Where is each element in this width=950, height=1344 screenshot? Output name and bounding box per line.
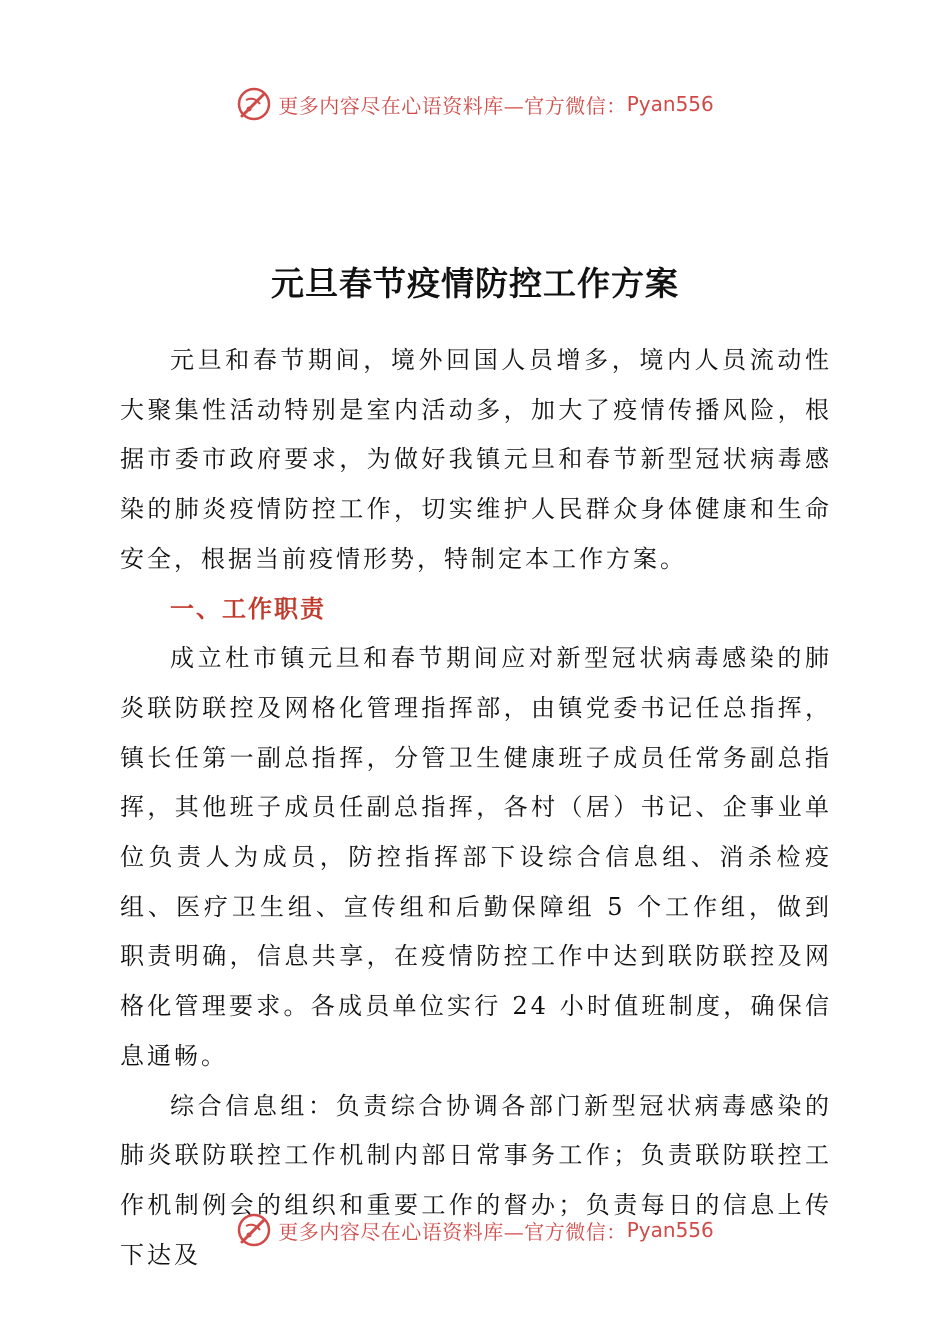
intro-paragraph: 元旦和春节期间，境外回国人员增多，境内人员流动性大聚集性活动特别是室内活动多，加大了疫情传播风险，根据市委市政府要求，为做好我镇元旦和春节新型冠状病毒感染的肺炎疫情防控工作，切实维护人民群众身体健康和生命安全，根据当前疫情形势，特制定本工作方案。 xyxy=(120,346,832,573)
watermark-wechat-id: Pyan556 xyxy=(626,1218,714,1242)
watermark-text: 更多内容尽在心语资料库—官方微信： xyxy=(278,1219,627,1244)
section-paragraph: 成立杜市镇元旦和春节期间应对新型冠状病毒感染的肺炎联防联控及网格化管理指挥部，由镇党委书记任总指挥，镇长任第一副总指挥，分管卫生健康班子成员任常务副总指挥，其他班子成员任副总指挥，各村（居）书记、企事业单位负责人为成员，防控指挥部下设综合信息组、消杀检疫组、医疗卫生组、宣传组和后勤保障组 5 个工作组，做到职责明确，信息共享，在疫情防控工作中达到联防联控及网格化管理要求。各成员单位实行 24 小时值班制度，确保信息通畅。 xyxy=(120,644,832,1070)
watermark-text: 更多内容尽在心语资料库—官方微信： xyxy=(278,93,627,118)
section-heading: 一、工作职责 xyxy=(170,594,326,623)
document-title: 元旦春节疫情防控工作方案 xyxy=(271,264,679,303)
pen-logo-icon xyxy=(236,1212,272,1248)
pen-logo-icon xyxy=(236,86,272,122)
watermark-wechat-id: Pyan556 xyxy=(626,92,714,116)
footer-watermark xyxy=(0,1210,950,1250)
section-paragraph: 综合信息组：负责综合协调各部门新型冠状病毒感染的肺炎联防联控工作机制内部日常事务工作；负责联防联控工作机制例会的组织和重要工作的督办；负责每日的信息上传下达及 xyxy=(120,1091,832,1269)
header-watermark xyxy=(0,84,950,124)
document-body xyxy=(120,336,832,1280)
